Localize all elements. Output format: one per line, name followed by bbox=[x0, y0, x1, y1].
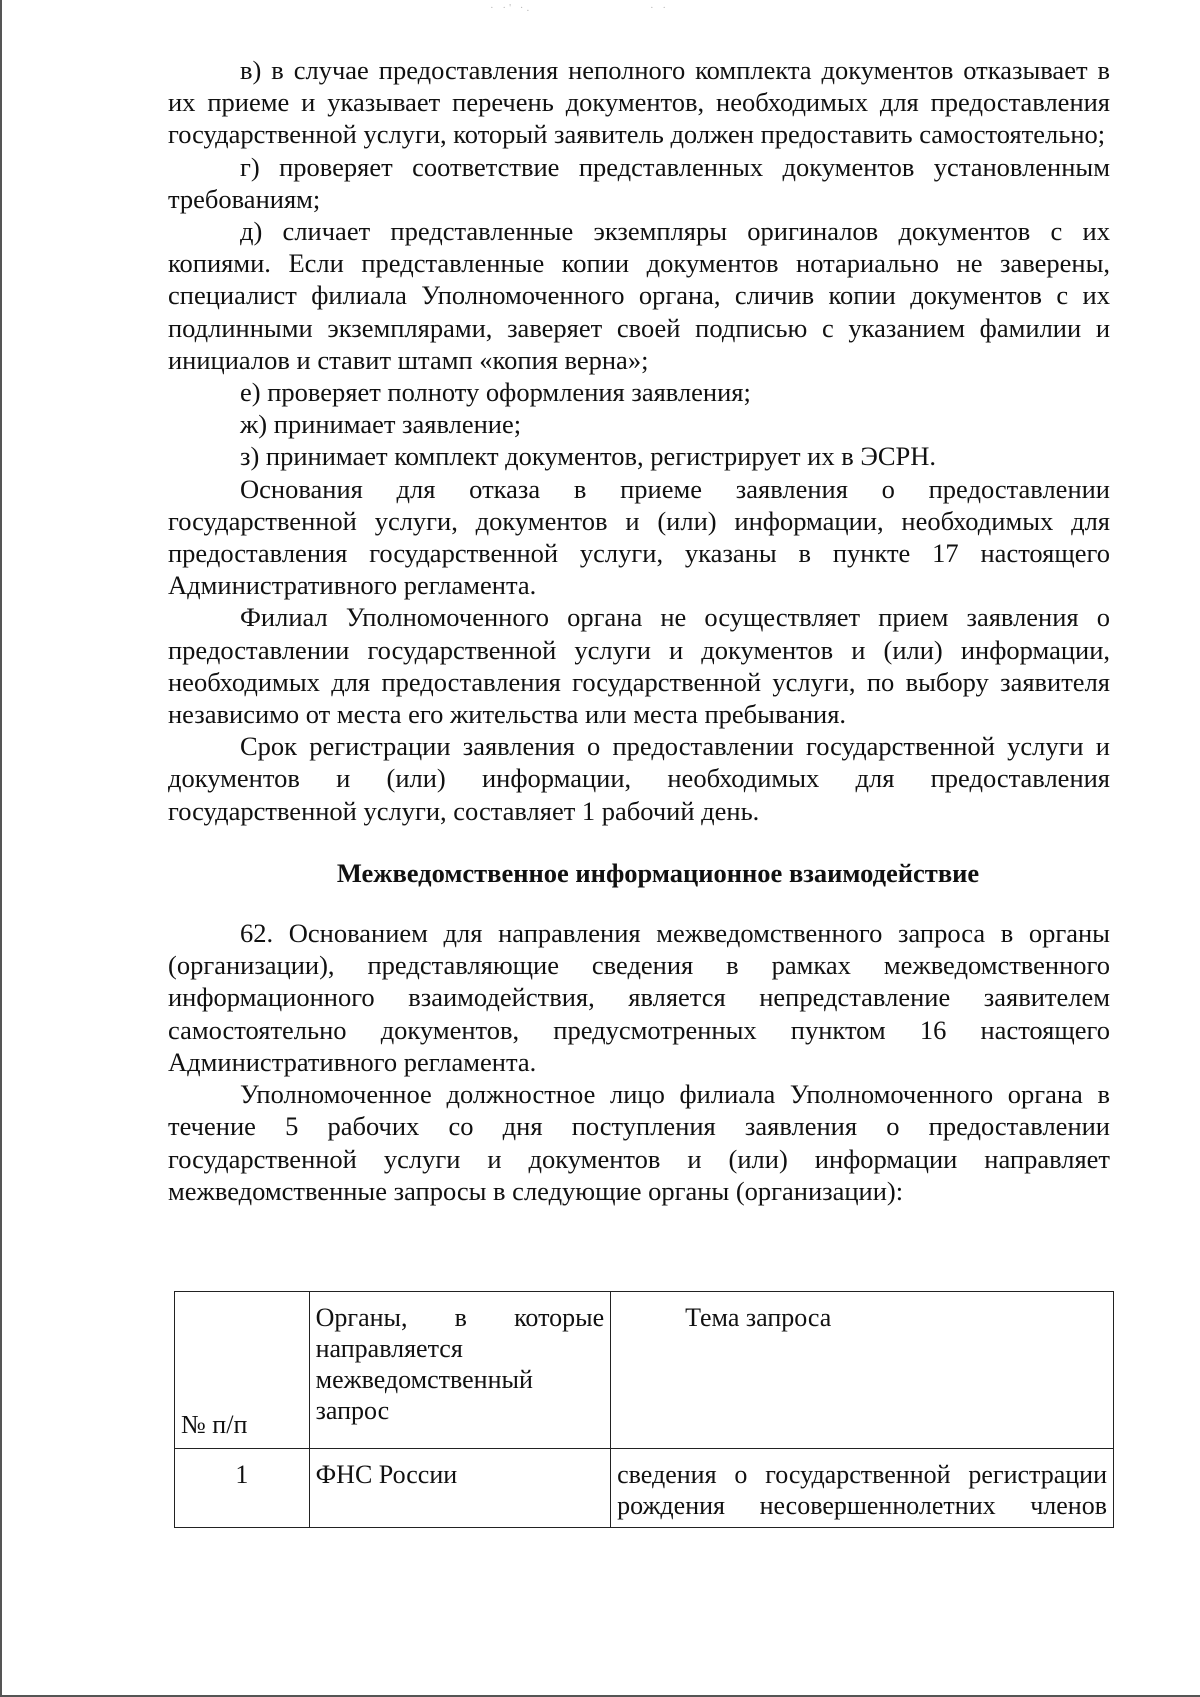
paragraph-62: 62. Основанием для направления межведомственного запроса в органы (организации), представляющие сведения в рамках межведомственного информационного взаимодействия, является непредставление заявителем самостоятельно документов, предусмотренных пунктом 16 настоящего Административного регламента. bbox=[168, 918, 1110, 1077]
scan-artifact: · · bbox=[650, 2, 670, 14]
paragraph-e: е) проверяет полноту оформления заявления; bbox=[240, 377, 751, 408]
row-topic: сведения о государственной регистрации рождения несовершеннолетних членов bbox=[611, 1449, 1114, 1528]
document-body bbox=[168, 54, 1110, 1207]
paragraph-v: в) в случае предоставления неполного комплекта документов отказывает в их приеме и указывает перечень документов, необходимых для предоставления государственной услуги, который заявитель должен предоставить самостоятельно; bbox=[168, 55, 1110, 150]
paragraph-registration-term: Срок регистрации заявления о предоставлении государственной услуги и документов и (или) информации, необходимых для предоставления государственной услуги, составляет 1 рабочий день. bbox=[168, 731, 1110, 826]
paragraph-branch-reception: Филиал Уполномоченного органа не осуществляет прием заявления о предоставлении государственной услуги и документов и (или) информации, необходимых для предоставления государственной услуги, по выбору заявителя независимо от места его жительства или места пребывания. bbox=[168, 602, 1110, 730]
row-number: 1 bbox=[175, 1449, 310, 1528]
section-heading: Межведомственное информационное взаимодействие bbox=[336, 857, 980, 888]
paragraph-z: з) принимает комплект документов, регистрирует их в ЭСРН. bbox=[240, 441, 937, 472]
paragraph-g: г) проверяет соответствие представленных документов установленным требованиям; bbox=[168, 151, 1110, 214]
table-header-row bbox=[175, 1292, 1114, 1449]
header-bodies: Органы, в которые направляется межведомственный запрос bbox=[309, 1292, 610, 1449]
paragraph-refusal-grounds: Основания для отказа в приеме заявления о предоставлении государственной услуги, документов и (или) информации, необходимых для предоставления государственной услуги, указаны в пункте 17 настоящего Административного регламента. bbox=[168, 473, 1110, 601]
header-topic: Тема запроса bbox=[611, 1292, 1114, 1449]
paragraph-zh: ж) принимает заявление; bbox=[240, 409, 522, 440]
interagency-requests-table bbox=[174, 1291, 1114, 1528]
header-number: № п/п bbox=[175, 1292, 310, 1449]
table-row bbox=[175, 1449, 1114, 1528]
paragraph-d: д) сличает представленные экземпляры оригиналов документов с их копиями. Если представленные копии документов нотариально не заверены, специалист филиала Уполномоченного органа, сличив копии документов с их подлинными экземплярами, заверяет своей подписью с указанием фамилии и инициалов и ставит штамп «копия верна»; bbox=[168, 216, 1110, 375]
paragraph-requests: Уполномоченное должностное лицо филиала Уполномоченного органа в течение 5 рабочих со дня поступления заявления о предоставлении государственной услуги и документов и (или) информации направляет межведомственные запросы в следующие органы (организации): bbox=[168, 1079, 1110, 1206]
scan-edge-left bbox=[0, 0, 2, 1697]
scan-artifact: · ·' ·. bbox=[490, 2, 533, 14]
row-body: ФНС России bbox=[309, 1449, 610, 1528]
